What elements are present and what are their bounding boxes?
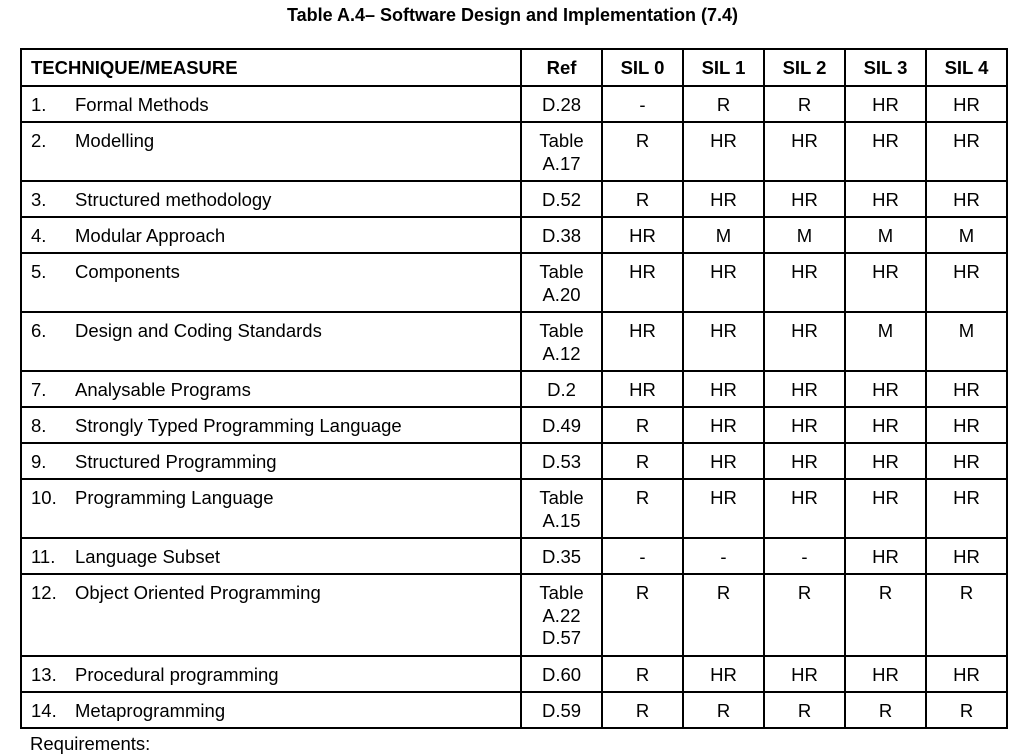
ref-cell [521, 312, 602, 371]
ref-line: Table [539, 261, 584, 282]
technique-label: Modelling [75, 130, 155, 151]
technique-label: Object Oriented Programming [75, 582, 321, 603]
sil0-cell: HR [602, 371, 683, 407]
sil2-cell: HR [764, 253, 845, 312]
sil3-cell: HR [845, 538, 926, 574]
sil0-cell: HR [602, 312, 683, 371]
technique-cell [21, 443, 521, 479]
technique-label: Language Subset [75, 546, 221, 567]
sil2-cell: HR [764, 371, 845, 407]
sil0-cell: R [602, 181, 683, 217]
ref-line: D.28 [541, 94, 582, 115]
sil3-cell: HR [845, 371, 926, 407]
technique-label: Formal Methods [75, 94, 209, 115]
sil1-cell: HR [683, 479, 764, 538]
ref-cell [521, 692, 602, 728]
sil2-cell: HR [764, 443, 845, 479]
ref-line: D.53 [541, 451, 582, 472]
table-row [21, 253, 1007, 312]
table-row [21, 692, 1007, 728]
ref-line: Table [539, 487, 584, 508]
header-ref: Ref [521, 49, 602, 86]
row-number: 5. [31, 261, 47, 282]
ref-cell [521, 407, 602, 443]
sil-table [20, 48, 1008, 729]
sil0-cell: HR [602, 217, 683, 253]
sil3-cell: M [845, 217, 926, 253]
technique-label: Programming Language [75, 487, 274, 508]
sil2-cell: R [764, 692, 845, 728]
sil0-cell: R [602, 479, 683, 538]
header-sil0: SIL 0 [602, 49, 683, 86]
sil4-cell: HR [926, 443, 1007, 479]
row-number: 13. [31, 664, 57, 685]
technique-cell [21, 574, 521, 656]
technique-label: Modular Approach [75, 225, 226, 246]
sil4-cell: R [926, 692, 1007, 728]
sil4-cell: R [926, 574, 1007, 656]
technique-label: Procedural programming [75, 664, 279, 685]
technique-cell [21, 312, 521, 371]
ref-line: A.12 [542, 342, 581, 364]
technique-cell [21, 181, 521, 217]
header-sil3: SIL 3 [845, 49, 926, 86]
ref-line: D.52 [541, 189, 582, 210]
table-row [21, 538, 1007, 574]
table-row [21, 217, 1007, 253]
sil1-cell: HR [683, 122, 764, 181]
ref-cell [521, 538, 602, 574]
table-row [21, 371, 1007, 407]
sil4-cell: HR [926, 407, 1007, 443]
sil0-cell: R [602, 574, 683, 656]
sil2-cell: HR [764, 312, 845, 371]
ref-cell [521, 479, 602, 538]
technique-cell [21, 86, 521, 122]
table-row [21, 312, 1007, 371]
sil2-cell: HR [764, 656, 845, 692]
sil3-cell: HR [845, 253, 926, 312]
technique-label: Structured methodology [75, 189, 272, 210]
sil2-cell: HR [764, 407, 845, 443]
technique-label: Components [75, 261, 180, 282]
technique-cell [21, 122, 521, 181]
sil3-cell: R [845, 692, 926, 728]
sil3-cell: HR [845, 407, 926, 443]
header-sil4: SIL 4 [926, 49, 1007, 86]
table-row [21, 656, 1007, 692]
sil4-cell: HR [926, 181, 1007, 217]
sil2-cell: R [764, 574, 845, 656]
table-row [21, 574, 1007, 656]
technique-cell [21, 538, 521, 574]
sil1-cell: HR [683, 656, 764, 692]
sil4-cell: HR [926, 371, 1007, 407]
technique-cell [21, 407, 521, 443]
row-number: 3. [31, 189, 47, 210]
table-row [21, 407, 1007, 443]
ref-line: D.49 [541, 415, 582, 436]
sil2-cell: M [764, 217, 845, 253]
ref-line: Table [539, 320, 584, 341]
sil1-cell: HR [683, 312, 764, 371]
sil2-cell: HR [764, 181, 845, 217]
sil3-cell: HR [845, 479, 926, 538]
ref-cell [521, 122, 602, 181]
sil2-cell: - [764, 538, 845, 574]
row-number: 9. [31, 451, 47, 472]
table-row [21, 86, 1007, 122]
header-sil1: SIL 1 [683, 49, 764, 86]
technique-cell [21, 692, 521, 728]
row-number: 8. [31, 415, 47, 436]
sil3-cell: HR [845, 656, 926, 692]
sil0-cell: R [602, 656, 683, 692]
technique-cell [21, 656, 521, 692]
technique-label: Analysable Programs [75, 379, 251, 400]
technique-label: Strongly Typed Programming Language [75, 415, 402, 436]
row-number: 10. [31, 487, 57, 508]
ref-cell [521, 181, 602, 217]
requirements-label: Requirements: [30, 733, 151, 754]
ref-line: D.2 [547, 379, 576, 400]
row-number: 12. [31, 582, 57, 603]
sil1-cell: - [683, 538, 764, 574]
sil3-cell: M [845, 312, 926, 371]
ref-cell [521, 86, 602, 122]
row-number: 4. [31, 225, 47, 246]
ref-line: A.17 [542, 152, 581, 174]
ref-line: A.20 [542, 283, 581, 305]
row-number: 11. [31, 546, 56, 567]
ref-cell [521, 574, 602, 656]
ref-line: D.38 [541, 225, 582, 246]
sil2-cell: HR [764, 479, 845, 538]
sil4-cell: M [926, 312, 1007, 371]
sil4-cell: HR [926, 538, 1007, 574]
sil1-cell: M [683, 217, 764, 253]
technique-cell [21, 371, 521, 407]
sil4-cell: HR [926, 86, 1007, 122]
sil1-cell: R [683, 574, 764, 656]
sil3-cell: HR [845, 122, 926, 181]
sil4-cell: HR [926, 122, 1007, 181]
technique-label: Structured Programming [75, 451, 277, 472]
technique-label: Design and Coding Standards [75, 320, 322, 341]
table-row [21, 122, 1007, 181]
ref-line: A.22 [542, 604, 581, 626]
sil0-cell: - [602, 86, 683, 122]
ref-cell [521, 371, 602, 407]
sil0-cell: - [602, 538, 683, 574]
ref-line: D.59 [541, 700, 582, 721]
row-number: 14. [31, 700, 57, 721]
sil1-cell: HR [683, 253, 764, 312]
ref-line: D.57 [541, 627, 582, 648]
sil3-cell: HR [845, 86, 926, 122]
ref-line: Table [539, 582, 584, 603]
sil4-cell: HR [926, 479, 1007, 538]
table-title: Table A.4– Software Design and Implementation (7.4) [286, 5, 739, 25]
table-row [21, 443, 1007, 479]
sil2-cell: R [764, 86, 845, 122]
sil4-cell: M [926, 217, 1007, 253]
table-row [21, 479, 1007, 538]
ref-cell [521, 253, 602, 312]
sil3-cell: HR [845, 443, 926, 479]
ref-cell [521, 217, 602, 253]
sil0-cell: R [602, 122, 683, 181]
sil1-cell: HR [683, 443, 764, 479]
header-row [21, 49, 1007, 86]
sil1-cell: HR [683, 181, 764, 217]
sil3-cell: R [845, 574, 926, 656]
sil3-cell: HR [845, 181, 926, 217]
ref-line: A.15 [542, 509, 581, 531]
header-sil2: SIL 2 [764, 49, 845, 86]
ref-line: Table [539, 130, 584, 151]
sil0-cell: R [602, 443, 683, 479]
ref-cell [521, 443, 602, 479]
technique-cell [21, 479, 521, 538]
sil0-cell: R [602, 407, 683, 443]
technique-label: Metaprogramming [75, 700, 226, 721]
row-number: 7. [31, 379, 47, 400]
row-number: 6. [31, 320, 47, 341]
sil4-cell: HR [926, 656, 1007, 692]
ref-line: D.35 [541, 546, 582, 567]
sil1-cell: R [683, 86, 764, 122]
sil0-cell: HR [602, 253, 683, 312]
sil4-cell: HR [926, 253, 1007, 312]
header-technique: TECHNIQUE/MEASURE [21, 49, 521, 86]
row-number: 1. [31, 94, 47, 115]
ref-line: D.60 [541, 664, 582, 685]
sil1-cell: R [683, 692, 764, 728]
technique-cell [21, 217, 521, 253]
row-number: 2. [31, 130, 47, 151]
technique-cell [21, 253, 521, 312]
sil2-cell: HR [764, 122, 845, 181]
sil1-cell: HR [683, 371, 764, 407]
sil0-cell: R [602, 692, 683, 728]
ref-cell [521, 656, 602, 692]
table-row [21, 181, 1007, 217]
sil1-cell: HR [683, 407, 764, 443]
